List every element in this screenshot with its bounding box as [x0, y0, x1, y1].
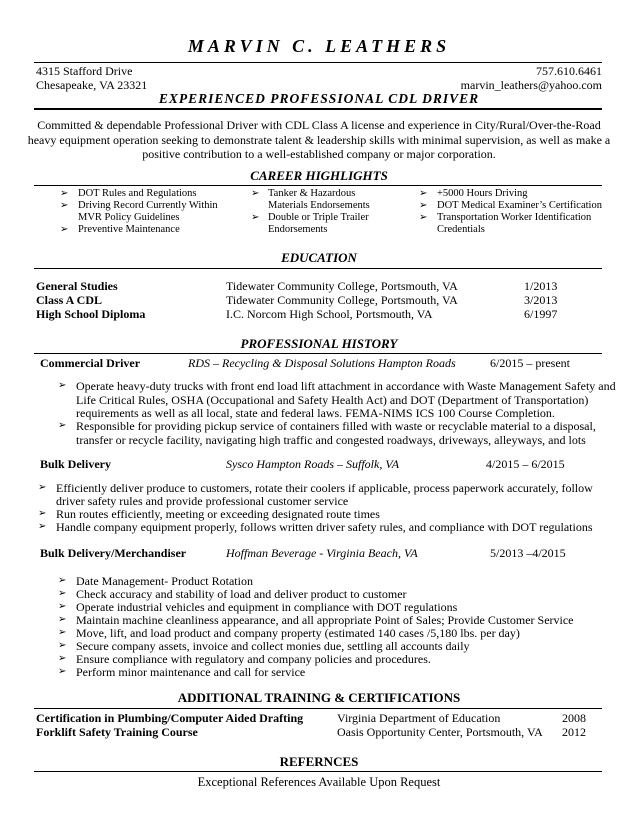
education-degree: General Studies	[36, 279, 118, 293]
training-name: Certification in Plumbing/Computer Aided Drafting	[36, 711, 304, 725]
job-dates: 6/2015 – present	[490, 356, 570, 370]
section-title-professional-history: PROFESSIONAL HISTORY	[240, 336, 398, 351]
highlight-item: DOT Rules and Regulations	[78, 188, 197, 199]
job-duty-line: requirements as well as all local, state and federal laws. FEMA-NIMS ICS 100 Course Completion.	[76, 406, 555, 420]
bullet-arrow-icon: ➢	[58, 666, 67, 677]
job-duty-line: Secure company assets, invoice and collect monies due, settling all accounts daily	[76, 639, 470, 653]
job-duty-line: Life Critical Rules, OSHA (Occupational and Safety Health Act) and DOT (Department of Transportation)	[76, 393, 589, 407]
job-duty-line: driver safety rules and provide professional customer service	[56, 494, 349, 508]
divider	[34, 62, 602, 63]
education-degree: Class A CDL	[36, 293, 103, 307]
job-duty-line: Handle company equipment properly, follows written driver safety rules, and compliance with DOT regulations	[56, 520, 593, 534]
divider	[34, 353, 602, 354]
job-dates: 5/2013 –4/2015	[490, 546, 566, 560]
divider	[34, 108, 602, 110]
bullet-arrow-icon: ➢	[251, 212, 260, 223]
job-dates: 4/2015 – 6/2015	[486, 457, 565, 471]
bullet-arrow-icon: ➢	[58, 614, 67, 625]
job-company: Hoffman Beverage - Virginia Beach, VA	[226, 546, 418, 560]
training-year: 2012	[562, 725, 586, 739]
bullet-arrow-icon: ➢	[58, 588, 67, 599]
education-date: 6/1997	[524, 307, 558, 321]
highlight-item: Credentials	[437, 224, 485, 235]
job-duty-line: Perform minor maintenance and call for service	[76, 665, 306, 679]
job-duty-line: transfer or recycle facility, navigating high traffic and congested roadways, driveways, alleyways, and lots	[76, 433, 586, 447]
highlight-item: DOT Medical Examiner’s Certification	[437, 200, 602, 211]
training-name: Forklift Safety Training Course	[36, 725, 198, 739]
highlight-item: Tanker & Hazardous	[268, 188, 356, 199]
bullet-arrow-icon: ➢	[38, 508, 47, 519]
bullet-arrow-icon: ➢	[38, 482, 47, 493]
training-organization: Virginia Department of Education	[337, 711, 501, 725]
highlight-item: Driving Record Currently Within	[78, 200, 218, 211]
bullet-arrow-icon: ➢	[60, 200, 69, 211]
summary-line-3: positive contribution to a well-established company or major corporation.	[142, 147, 496, 161]
bullet-arrow-icon: ➢	[58, 640, 67, 651]
highlight-item: Materials Endorsements	[268, 200, 370, 211]
job-duty-line: Ensure compliance with regulatory and company policies and procedures.	[76, 652, 431, 666]
bullet-arrow-icon: ➢	[58, 627, 67, 638]
job-duty-line: Operate industrial vehicles and equipment in compliance with DOT regulations	[76, 600, 458, 614]
summary-line-1: Committed & dependable Professional Driver with CDL Class A license and experience in City/Rural/Over-the-Road	[37, 118, 601, 132]
job-duty-line: Run routes efficiently, meeting or exceeding designated route times	[56, 507, 380, 521]
bullet-arrow-icon: ➢	[58, 575, 67, 586]
headline: EXPERIENCED PROFESSIONAL CDL DRIVER	[158, 91, 480, 106]
highlight-item: Preventive Maintenance	[78, 224, 180, 235]
bullet-arrow-icon: ➢	[60, 188, 69, 199]
bullet-arrow-icon: ➢	[419, 200, 428, 211]
job-title: Commercial Driver	[40, 356, 141, 370]
phone-number: 757.610.6461	[536, 64, 602, 78]
section-title-career-highlights: CAREER HIGHLIGHTS	[250, 168, 388, 183]
bullet-arrow-icon: ➢	[58, 601, 67, 612]
bullet-arrow-icon: ➢	[419, 212, 428, 223]
job-duty-line: Responsible for providing pickup service of containers filled with waste or recyclable material to a disposal,	[76, 419, 596, 433]
section-title-training: ADDITIONAL TRAINING & CERTIFICATIONS	[177, 690, 461, 705]
education-school: Tidewater Community College, Portsmouth, VA	[226, 279, 458, 293]
bullet-arrow-icon: ➢	[58, 380, 67, 391]
job-duty-line: Operate heavy-duty trucks with front end load lift attachment in accordance with Waste Management Safety and	[76, 379, 616, 393]
job-company: RDS – Recycling & Disposal Solutions Hampton Roads	[188, 356, 456, 370]
section-title-references: REFERNCES	[279, 754, 359, 769]
training-organization: Oasis Opportunity Center, Portsmouth, VA	[337, 725, 543, 739]
references-text: Exceptional References Available Upon Request	[197, 775, 441, 789]
bullet-arrow-icon: ➢	[38, 521, 47, 532]
bullet-arrow-icon: ➢	[419, 188, 428, 199]
bullet-arrow-icon: ➢	[251, 188, 260, 199]
job-duty-line: Efficiently deliver produce to customers, rotate their coolers if applicable, process paperwork accurately, follow	[56, 481, 593, 495]
email-address: marvin_leathers@yahoo.com	[460, 78, 602, 92]
divider	[34, 268, 602, 269]
divider	[34, 708, 602, 709]
education-degree: High School Diploma	[36, 307, 146, 321]
highlight-item: Transportation Worker Identification	[437, 212, 592, 223]
address-line-1: 4315 Stafford Drive	[36, 64, 133, 78]
education-school: I.C. Norcom High School, Portsmouth, VA	[226, 307, 433, 321]
bullet-arrow-icon: ➢	[60, 224, 69, 235]
job-duty-line: Date Management- Product Rotation	[76, 574, 253, 588]
highlight-item: Endorsements	[268, 224, 328, 235]
education-school: Tidewater Community College, Portsmouth, VA	[226, 293, 458, 307]
address-line-2: Chesapeake, VA 23321	[36, 78, 148, 92]
section-title-education: EDUCATION	[281, 250, 357, 265]
highlight-item: Double or Triple Trailer	[268, 212, 369, 223]
education-date: 1/2013	[524, 279, 558, 293]
job-duty-line: Maintain machine cleanliness appearance, and all appropriate Point of Sales; Provide Customer Service	[76, 613, 574, 627]
job-duty-line: Move, lift, and load product and company property (estimated 140 cases /5,180 lbs. per day)	[76, 626, 520, 640]
training-year: 2008	[562, 711, 586, 725]
job-title: Bulk Delivery	[40, 457, 111, 471]
job-company: Sysco Hampton Roads – Suffolk, VA	[226, 457, 400, 471]
divider	[34, 185, 602, 186]
bullet-arrow-icon: ➢	[58, 653, 67, 664]
candidate-name: MARVIN C. LEATHERS	[187, 36, 451, 56]
divider	[34, 771, 602, 772]
bullet-arrow-icon: ➢	[58, 420, 67, 431]
highlight-item: +5000 Hours Driving	[437, 188, 528, 199]
education-date: 3/2013	[524, 293, 558, 307]
highlight-item: MVR Policy Guidelines	[78, 212, 180, 223]
job-duty-line: Check accuracy and stability of load and deliver product to customer	[76, 587, 407, 601]
job-title: Bulk Delivery/Merchandiser	[40, 546, 187, 560]
summary-line-2: heavy equipment operation seeking to demonstrate talent & leadership skills with minimal supervision, as well as make a	[27, 133, 611, 147]
